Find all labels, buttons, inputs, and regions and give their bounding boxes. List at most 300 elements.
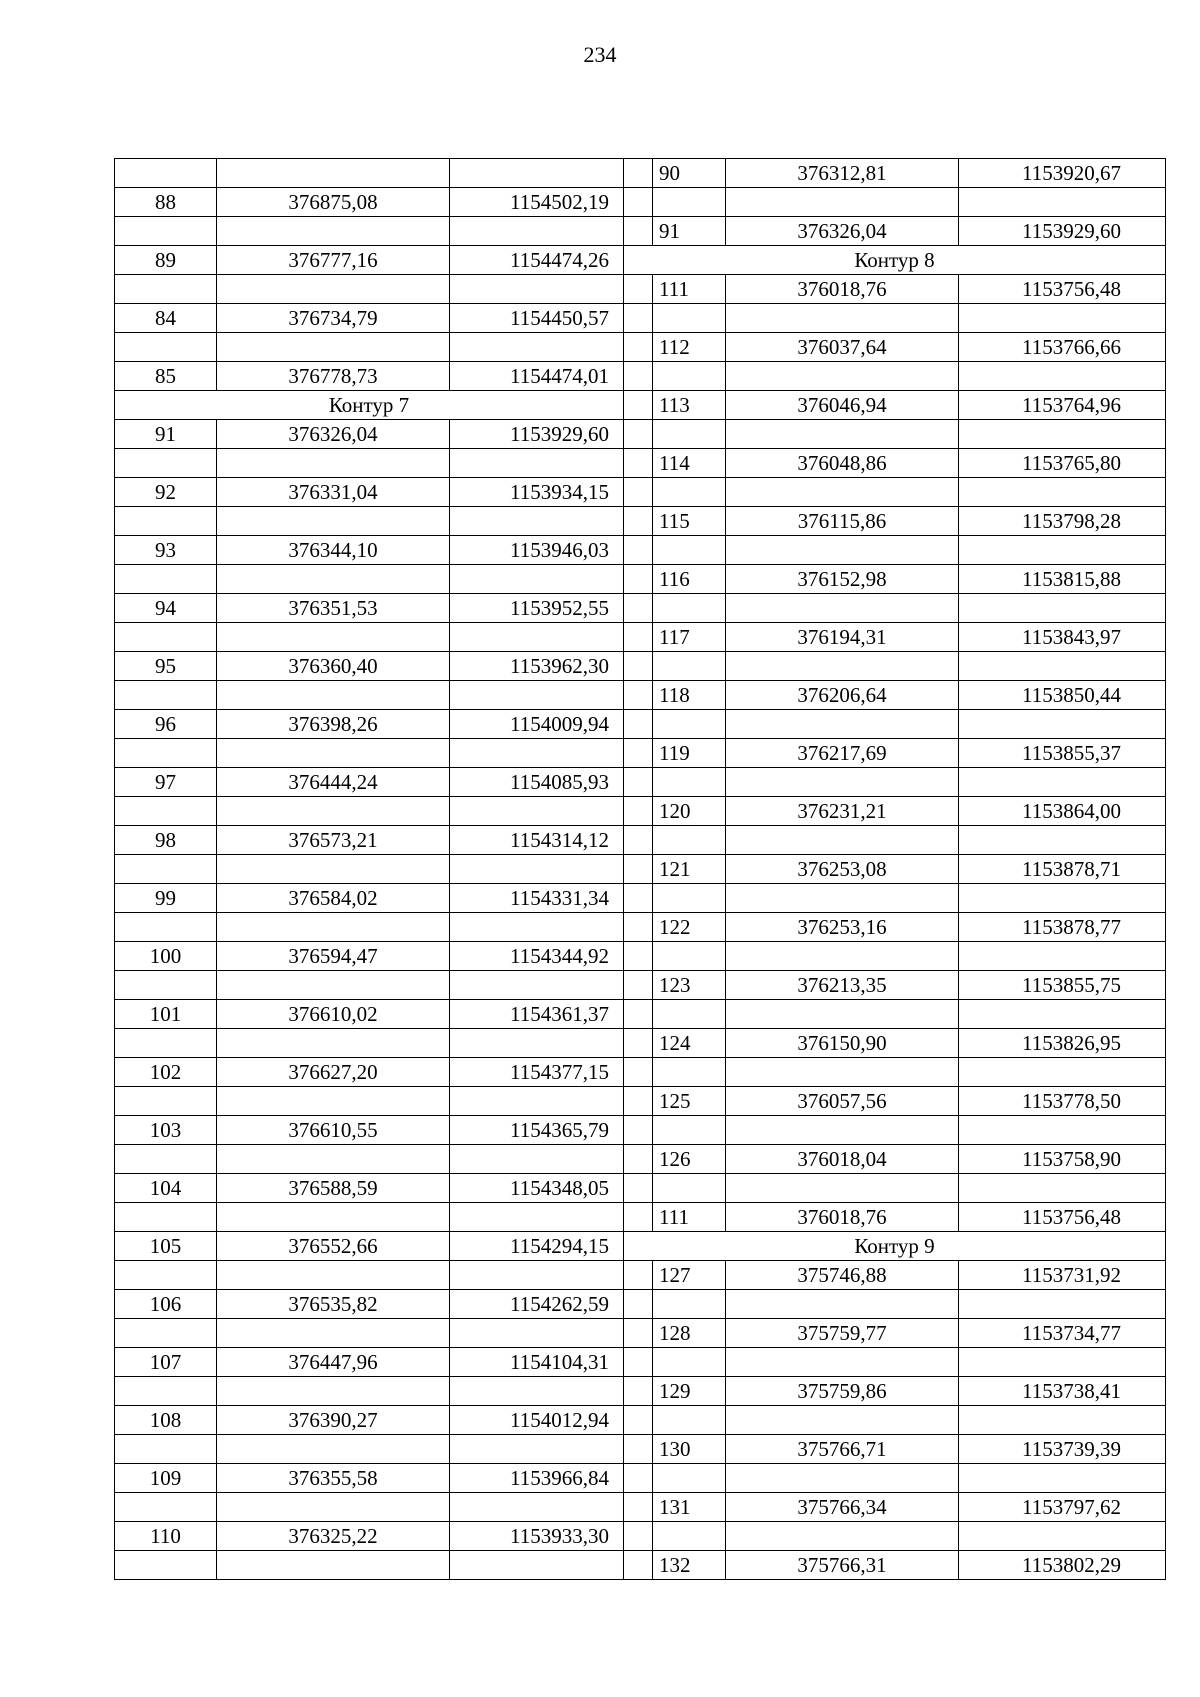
x-coordinate-cell [217,1145,450,1174]
x-coordinate-cell: 376037,64 [726,333,959,362]
y-coordinate-cell: 1154085,93 [450,768,624,797]
x-coordinate-cell: 376588,59 [217,1174,450,1203]
y-coordinate-cell [450,1493,624,1522]
x-coordinate-cell [726,768,959,797]
point-number-cell: 94 [115,594,217,623]
y-coordinate-cell [959,1290,1166,1319]
table-row [115,565,1166,594]
point-number-cell [653,942,726,971]
point-number-cell: 102 [115,1058,217,1087]
y-coordinate-cell: 1153802,29 [959,1551,1166,1580]
y-coordinate-cell [450,623,624,652]
point-number-cell [653,478,726,507]
table-row [115,159,1166,188]
x-coordinate-cell [217,565,450,594]
point-number-cell [115,1203,217,1232]
point-number-cell: 122 [653,913,726,942]
x-coordinate-cell: 376326,04 [217,420,450,449]
x-coordinate-cell [726,1058,959,1087]
x-coordinate-cell [726,652,959,681]
table-row [115,1406,1166,1435]
x-coordinate-cell [217,507,450,536]
y-coordinate-cell [450,333,624,362]
point-number-cell: 88 [115,188,217,217]
y-coordinate-cell: 1153758,90 [959,1145,1166,1174]
point-number-cell: 85 [115,362,217,391]
y-coordinate-cell [450,1435,624,1464]
point-number-cell [653,710,726,739]
x-coordinate-cell: 375766,34 [726,1493,959,1522]
spacer-cell [624,913,653,942]
y-coordinate-cell: 1154262,59 [450,1290,624,1319]
point-number-cell [653,884,726,913]
table-row [115,652,1166,681]
table-row [115,1319,1166,1348]
y-coordinate-cell: 1154365,79 [450,1116,624,1145]
point-number-cell [115,1551,217,1580]
point-number-cell [115,797,217,826]
y-coordinate-cell [959,884,1166,913]
spacer-cell [624,1000,653,1029]
x-coordinate-cell [726,826,959,855]
y-coordinate-cell [959,1174,1166,1203]
x-coordinate-cell [217,913,450,942]
y-coordinate-cell [959,1348,1166,1377]
table-row [115,478,1166,507]
y-coordinate-cell [450,449,624,478]
point-number-cell [653,768,726,797]
x-coordinate-cell: 376535,82 [217,1290,450,1319]
point-number-cell: 99 [115,884,217,913]
y-coordinate-cell [959,420,1166,449]
spacer-cell [624,159,653,188]
x-coordinate-cell [726,304,959,333]
y-coordinate-cell: 1153878,77 [959,913,1166,942]
coordinates-table [114,158,1166,1580]
table-row [115,855,1166,884]
point-number-cell [115,449,217,478]
y-coordinate-cell: 1153731,92 [959,1261,1166,1290]
table-row [115,1261,1166,1290]
y-coordinate-cell [450,565,624,594]
point-number-cell: 110 [115,1522,217,1551]
y-coordinate-cell: 1153766,66 [959,333,1166,362]
table-row [115,623,1166,652]
x-coordinate-cell: 376018,76 [726,1203,959,1232]
y-coordinate-cell [959,1000,1166,1029]
y-coordinate-cell [450,217,624,246]
point-number-cell [115,1261,217,1290]
table-row [115,246,1166,275]
point-number-cell: 130 [653,1435,726,1464]
y-coordinate-cell [959,1522,1166,1551]
x-coordinate-cell [217,739,450,768]
y-coordinate-cell [959,1116,1166,1145]
point-number-cell [115,855,217,884]
table-row [115,1464,1166,1493]
spacer-cell [624,1493,653,1522]
point-number-cell: 91 [653,217,726,246]
x-coordinate-cell: 376390,27 [217,1406,450,1435]
point-number-cell [115,1435,217,1464]
y-coordinate-cell [959,1464,1166,1493]
spacer-cell [624,1348,653,1377]
y-coordinate-cell: 1153878,71 [959,855,1166,884]
y-coordinate-cell: 1154474,01 [450,362,624,391]
table-row [115,826,1166,855]
point-number-cell: 107 [115,1348,217,1377]
point-number-cell: 120 [653,797,726,826]
spacer-cell [624,652,653,681]
point-number-cell: 92 [115,478,217,507]
y-coordinate-cell: 1153952,55 [450,594,624,623]
spacer-cell [624,1261,653,1290]
y-coordinate-cell: 1153756,48 [959,1203,1166,1232]
spacer-cell [624,1029,653,1058]
table-row [115,1493,1166,1522]
x-coordinate-cell: 375766,71 [726,1435,959,1464]
x-coordinate-cell [726,1116,959,1145]
x-coordinate-cell: 376115,86 [726,507,959,536]
spacer-cell [624,420,653,449]
x-coordinate-cell: 376048,86 [726,449,959,478]
y-coordinate-cell: 1153815,88 [959,565,1166,594]
y-coordinate-cell [450,971,624,1000]
y-coordinate-cell: 1153966,84 [450,1464,624,1493]
y-coordinate-cell: 1153855,37 [959,739,1166,768]
point-number-cell: 112 [653,333,726,362]
x-coordinate-cell: 376217,69 [726,739,959,768]
spacer-cell [624,1464,653,1493]
point-number-cell: 128 [653,1319,726,1348]
y-coordinate-cell: 1153798,28 [959,507,1166,536]
y-coordinate-cell: 1153764,96 [959,391,1166,420]
spacer-cell [624,681,653,710]
point-number-cell [653,1522,726,1551]
y-coordinate-cell [959,304,1166,333]
spacer-cell [624,710,653,739]
x-coordinate-cell: 376231,21 [726,797,959,826]
table-row [115,768,1166,797]
table-row [115,739,1166,768]
spacer-cell [624,449,653,478]
y-coordinate-cell: 1154474,26 [450,246,624,275]
y-coordinate-cell [450,681,624,710]
point-number-cell [653,594,726,623]
point-number-cell [115,1377,217,1406]
spacer-cell [624,971,653,1000]
y-coordinate-cell [959,710,1166,739]
x-coordinate-cell [726,536,959,565]
x-coordinate-cell: 376777,16 [217,246,450,275]
y-coordinate-cell: 1153778,50 [959,1087,1166,1116]
spacer-cell [624,623,653,652]
point-number-cell: 108 [115,1406,217,1435]
x-coordinate-cell [217,1493,450,1522]
point-number-cell [115,681,217,710]
point-number-cell [115,623,217,652]
contour-heading: Контур 9 [624,1232,1166,1261]
x-coordinate-cell [726,478,959,507]
point-number-cell: 101 [115,1000,217,1029]
x-coordinate-cell [217,333,450,362]
table-row [115,1116,1166,1145]
x-coordinate-cell: 376552,66 [217,1232,450,1261]
x-coordinate-cell [726,710,959,739]
point-number-cell [653,1116,726,1145]
y-coordinate-cell [450,1261,624,1290]
table-row [115,391,1166,420]
y-coordinate-cell: 1154104,31 [450,1348,624,1377]
spacer-cell [624,507,653,536]
y-coordinate-cell: 1154361,37 [450,1000,624,1029]
table-row [115,275,1166,304]
point-number-cell [653,362,726,391]
table-row [115,507,1166,536]
point-number-cell [115,1493,217,1522]
point-number-cell: 111 [653,275,726,304]
table-row [115,1145,1166,1174]
table-row [115,797,1166,826]
spacer-cell [624,1522,653,1551]
table-row [115,971,1166,1000]
point-number-cell: 119 [653,739,726,768]
x-coordinate-cell: 376610,55 [217,1116,450,1145]
y-coordinate-cell [450,1319,624,1348]
x-coordinate-cell [217,217,450,246]
x-coordinate-cell: 376206,64 [726,681,959,710]
point-number-cell: 114 [653,449,726,478]
x-coordinate-cell [217,1203,450,1232]
table-row [115,1087,1166,1116]
point-number-cell [653,304,726,333]
point-number-cell [653,536,726,565]
y-coordinate-cell [450,1551,624,1580]
x-coordinate-cell: 376344,10 [217,536,450,565]
point-number-cell [115,275,217,304]
y-coordinate-cell [959,826,1166,855]
table-row [115,1232,1166,1261]
point-number-cell: 117 [653,623,726,652]
point-number-cell [653,652,726,681]
y-coordinate-cell: 1154344,92 [450,942,624,971]
x-coordinate-cell [726,594,959,623]
point-number-cell: 105 [115,1232,217,1261]
point-number-cell [653,1000,726,1029]
spacer-cell [624,333,653,362]
spacer-cell [624,1551,653,1580]
spacer-cell [624,768,653,797]
x-coordinate-cell: 376610,02 [217,1000,450,1029]
spacer-cell [624,188,653,217]
x-coordinate-cell [726,1406,959,1435]
point-number-cell: 91 [115,420,217,449]
y-coordinate-cell [959,1406,1166,1435]
point-number-cell: 121 [653,855,726,884]
y-coordinate-cell: 1154348,05 [450,1174,624,1203]
table-row [115,1522,1166,1551]
point-number-cell [115,1087,217,1116]
y-coordinate-cell [450,1377,624,1406]
table-row [115,1029,1166,1058]
x-coordinate-cell [726,942,959,971]
y-coordinate-cell: 1153797,62 [959,1493,1166,1522]
table-row [115,217,1166,246]
table-row [115,304,1166,333]
x-coordinate-cell [217,681,450,710]
y-coordinate-cell: 1154009,94 [450,710,624,739]
x-coordinate-cell: 376018,04 [726,1145,959,1174]
point-number-cell [653,188,726,217]
point-number-cell [653,1058,726,1087]
point-number-cell: 124 [653,1029,726,1058]
point-number-cell: 113 [653,391,726,420]
point-number-cell [115,739,217,768]
spacer-cell [624,362,653,391]
y-coordinate-cell: 1153934,15 [450,478,624,507]
y-coordinate-cell [959,536,1166,565]
table-row [115,449,1166,478]
x-coordinate-cell: 375766,31 [726,1551,959,1580]
x-coordinate-cell: 375746,88 [726,1261,959,1290]
y-coordinate-cell: 1153826,95 [959,1029,1166,1058]
point-number-cell [115,1145,217,1174]
point-number-cell [115,333,217,362]
x-coordinate-cell [726,420,959,449]
y-coordinate-cell: 1153946,03 [450,536,624,565]
y-coordinate-cell [450,1087,624,1116]
y-coordinate-cell: 1154502,19 [450,188,624,217]
spacer-cell [624,1406,653,1435]
table-row [115,1348,1166,1377]
y-coordinate-cell: 1154377,15 [450,1058,624,1087]
spacer-cell [624,1174,653,1203]
spacer-cell [624,855,653,884]
point-number-cell: 84 [115,304,217,333]
x-coordinate-cell: 376594,47 [217,942,450,971]
x-coordinate-cell [726,1174,959,1203]
point-number-cell: 116 [653,565,726,594]
x-coordinate-cell [217,797,450,826]
x-coordinate-cell [217,449,450,478]
y-coordinate-cell: 1154314,12 [450,826,624,855]
page-number: 234 [583,42,617,67]
spacer-cell [624,594,653,623]
point-number-cell: 89 [115,246,217,275]
x-coordinate-cell: 376057,56 [726,1087,959,1116]
point-number-cell: 95 [115,652,217,681]
table-row [115,536,1166,565]
x-coordinate-cell [217,1087,450,1116]
x-coordinate-cell: 375759,77 [726,1319,959,1348]
x-coordinate-cell [217,1377,450,1406]
table-row [115,362,1166,391]
point-number-cell [115,159,217,188]
y-coordinate-cell: 1154294,15 [450,1232,624,1261]
point-number-cell: 93 [115,536,217,565]
y-coordinate-cell [450,159,624,188]
x-coordinate-cell: 375759,86 [726,1377,959,1406]
table-row [115,710,1166,739]
y-coordinate-cell: 1153933,30 [450,1522,624,1551]
spacer-cell [624,1377,653,1406]
spacer-cell [624,565,653,594]
point-number-cell: 115 [653,507,726,536]
contour-heading: Контур 7 [115,391,624,420]
y-coordinate-cell: 1153756,48 [959,275,1166,304]
table-row [115,1174,1166,1203]
y-coordinate-cell [450,797,624,826]
x-coordinate-cell [726,362,959,391]
table-row [115,1058,1166,1087]
y-coordinate-cell: 1153864,00 [959,797,1166,826]
point-number-cell: 118 [653,681,726,710]
spacer-cell [624,797,653,826]
spacer-cell [624,275,653,304]
point-number-cell: 131 [653,1493,726,1522]
point-number-cell: 132 [653,1551,726,1580]
x-coordinate-cell [726,1464,959,1493]
point-number-cell [653,420,726,449]
y-coordinate-cell: 1154450,57 [450,304,624,333]
y-coordinate-cell [450,1029,624,1058]
y-coordinate-cell: 1154012,94 [450,1406,624,1435]
spacer-cell [624,1116,653,1145]
x-coordinate-cell: 376331,04 [217,478,450,507]
spacer-cell [624,217,653,246]
table-row [115,1000,1166,1029]
table-row [115,594,1166,623]
y-coordinate-cell: 1153734,77 [959,1319,1166,1348]
x-coordinate-cell [726,884,959,913]
point-number-cell: 106 [115,1290,217,1319]
x-coordinate-cell: 376447,96 [217,1348,450,1377]
y-coordinate-cell [450,855,624,884]
table-row [115,913,1166,942]
spacer-cell [624,739,653,768]
point-number-cell [115,1029,217,1058]
x-coordinate-cell: 376253,08 [726,855,959,884]
point-number-cell: 104 [115,1174,217,1203]
point-number-cell [115,507,217,536]
point-number-cell [653,1348,726,1377]
spacer-cell [624,1058,653,1087]
point-number-cell [115,913,217,942]
x-coordinate-cell: 376326,04 [726,217,959,246]
spacer-cell [624,391,653,420]
y-coordinate-cell: 1154331,34 [450,884,624,913]
y-coordinate-cell [959,1058,1166,1087]
y-coordinate-cell: 1153765,80 [959,449,1166,478]
table-row [115,942,1166,971]
y-coordinate-cell [959,652,1166,681]
x-coordinate-cell: 376398,26 [217,710,450,739]
table-row [115,188,1166,217]
point-number-cell [115,1319,217,1348]
x-coordinate-cell: 376627,20 [217,1058,450,1087]
point-number-cell: 129 [653,1377,726,1406]
y-coordinate-cell [959,188,1166,217]
x-coordinate-cell: 376018,76 [726,275,959,304]
contour-heading: Контур 8 [624,246,1166,275]
y-coordinate-cell: 1153920,67 [959,159,1166,188]
spacer-cell [624,1203,653,1232]
spacer-cell [624,942,653,971]
point-number-cell [653,1406,726,1435]
y-coordinate-cell [959,478,1166,507]
spacer-cell [624,884,653,913]
point-number-cell: 127 [653,1261,726,1290]
